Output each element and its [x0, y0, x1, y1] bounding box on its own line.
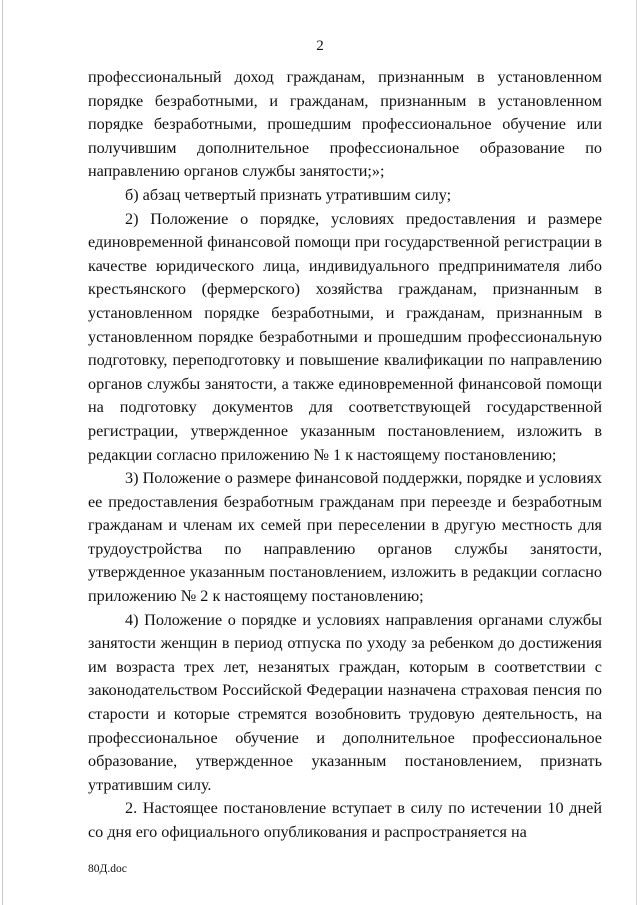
paragraph-item-2: 2) Положение о порядке, условиях предоставления и размере единовременной финансовой помощи при государственной регистрации в качестве юридического лица, индивидуального предпринимателя либо крестьянского (фермерского) хозяйства гражданам, признанным в установленном порядке безработными, и гражданам, признанным в установленном порядке безработными и прошедшим профессиональную подготовку, переподготовку и повышение квалификации по направлению органов службы занятости, а также единовременной финансовой помощи на подготовку документов для соответствующей государственной регистрации, утвержденное указанным постановлением, изложить в редакции согласно приложению № 1 к настоящему постановлению;: [88, 209, 602, 464]
paragraph-item-3: 3) Положение о размере финансовой поддержки, порядке и условиях ее предоставления безработным гражданам при переезде и безработным гражданам и членам их семей при переселении в другую местность для трудоустройства по направлению органов службы занятости, утвержденное указанным постановлением, изложить в редакции согласно приложению № 2 к настоящему постановлению;: [88, 469, 602, 606]
paragraph-continuation: профессиональный доход гражданам, признанным в установленном порядке безработными, и гражданам, признанным в установленном порядке безработными, прошедшим профессиональное обучение или получившим дополнительное профессиональное образование по направлению органов службы занятости;»;: [88, 68, 602, 181]
paragraph-item-4: 4) Положение о порядке и условиях направления органами службы занятости женщин в период отпуска по уходу за ребенком до достижения им возраста трех лет, незанятых граждан, которым в соответствии с законодательством Российской Федерации назначена страховая пенсия по старости и которые стремятся возобновить трудовую деятельность, на профессиональное обучение и дополнительное профессиональное образование, утвержденное указанным постановлением, признать утратившим силу.: [88, 610, 602, 794]
paragraph-item-b: б) абзац четвертый признать утратившим силу;: [125, 185, 452, 204]
page-number: 2: [316, 38, 324, 54]
scan-right-edge: [636, 0, 637, 905]
document-body: [88, 66, 602, 845]
scan-left-edge: [2, 0, 3, 905]
paragraph-section-2: 2. Настоящее постановление вступает в силу по истечении 10 дней со дня его официального опубликования и распространяется на: [88, 799, 602, 841]
footer-filename: 80Д.doc: [88, 863, 127, 875]
